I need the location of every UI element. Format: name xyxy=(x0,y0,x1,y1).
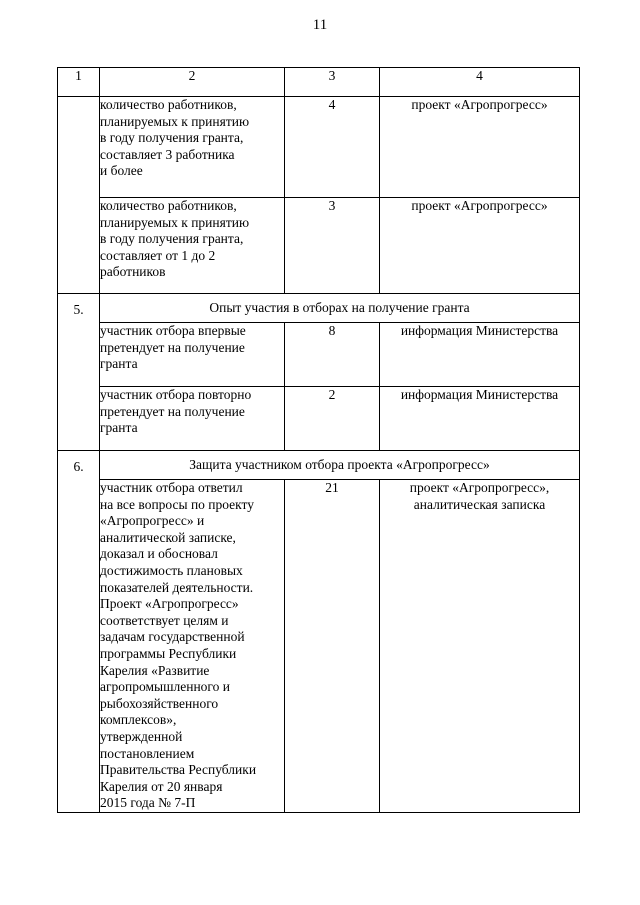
criterion-line: и более xyxy=(100,163,143,179)
criterion-cell xyxy=(100,198,285,294)
source-line: проект «Агропрогресс» xyxy=(411,97,548,112)
source-cell xyxy=(380,323,580,387)
criterion-line: претендует на получение xyxy=(100,339,245,355)
criterion-line: участник отбора повторно xyxy=(100,387,252,402)
table-row xyxy=(58,323,580,387)
criterion-line: в году получения гранта, xyxy=(100,130,244,146)
criterion-line: планируемых к принятию xyxy=(100,214,250,230)
score-cell: 2 xyxy=(285,387,380,451)
header-cell: 3 xyxy=(285,68,380,97)
criterion-line: участник отбора ответил xyxy=(100,480,243,495)
criterion-line: количество работников, xyxy=(100,198,237,213)
criterion-line: программы Республики xyxy=(100,645,237,661)
header-cell: 2 xyxy=(100,68,285,97)
criterion-line: рыбохозяйственного xyxy=(100,695,219,711)
criterion-line: планируемых к принятию xyxy=(100,113,250,129)
number-cell xyxy=(58,97,100,294)
source-line: проект «Агропрогресс», xyxy=(409,480,550,495)
section-header-row xyxy=(58,451,580,480)
score-cell: 3 xyxy=(285,198,380,294)
criterion-line: в году получения гранта, xyxy=(100,231,244,247)
criterion-line: составляет от 1 до 2 xyxy=(100,247,216,263)
criterion-line: составляет 3 работника xyxy=(100,146,235,162)
criterion-line: Правительства Республики xyxy=(100,762,257,778)
criterion-cell xyxy=(100,387,285,451)
criterion-cell xyxy=(100,323,285,387)
criterion-line: задачам государственной xyxy=(100,629,245,645)
criterion-line: Карелия от 20 января xyxy=(100,778,223,794)
table-row xyxy=(58,480,580,813)
criterion-cell xyxy=(100,97,285,198)
criterion-line: агропромышленного и xyxy=(100,679,230,695)
page-number: 11 xyxy=(312,17,328,33)
source-cell xyxy=(380,480,580,813)
score-cell: 21 xyxy=(285,480,380,813)
section-number: 6. xyxy=(58,451,100,813)
source-line: аналитическая записка xyxy=(413,496,546,512)
criterion-line: 2015 года № 7-П xyxy=(100,795,196,811)
criterion-line: достижимость плановых xyxy=(100,562,243,578)
score-cell: 8 xyxy=(285,323,380,387)
criterion-line: претендует на получение xyxy=(100,403,245,419)
criterion-line: соответствует целям и xyxy=(100,612,229,628)
criterion-line: Карелия «Развитие xyxy=(100,662,210,678)
criterion-line: участник отбора впервые xyxy=(100,323,246,338)
source-line: информация Министерства xyxy=(400,387,559,402)
criterion-line: утвержденной xyxy=(100,728,183,744)
criterion-line: «Агропрогресс» и xyxy=(100,513,205,529)
criterion-line: работников xyxy=(100,264,166,280)
criterion-line: на все вопросы по проекту xyxy=(100,496,255,512)
header-cell: 4 xyxy=(380,68,580,97)
source-line: информация Министерства xyxy=(400,323,559,338)
section-title: Защита участником отбора проекта «Агропрогресс» xyxy=(100,451,580,480)
criterion-line: гранта xyxy=(100,420,138,436)
table-row xyxy=(58,97,580,198)
section-title: Опыт участия в отборах на получение гранта xyxy=(100,294,580,323)
header-cell: 1 xyxy=(58,68,100,97)
section-header-row xyxy=(58,294,580,323)
section-number: 5. xyxy=(58,294,100,451)
score-cell: 4 xyxy=(285,97,380,198)
criterion-line: комплексов», xyxy=(100,712,177,728)
source-cell xyxy=(380,97,580,198)
criterion-line: показателей деятельности. xyxy=(100,579,254,595)
source-cell xyxy=(380,198,580,294)
criterion-cell xyxy=(100,480,285,813)
table-row xyxy=(58,387,580,451)
criterion-line: количество работников, xyxy=(100,97,237,112)
criterion-line: аналитической записке, xyxy=(100,529,236,545)
source-line: проект «Агропрогресс» xyxy=(411,198,548,213)
criterion-line: гранта xyxy=(100,356,138,372)
criteria-table xyxy=(57,67,580,813)
criterion-line: доказал и обосновал xyxy=(100,546,218,562)
header-row xyxy=(58,68,580,97)
criterion-line: постановлением xyxy=(100,745,195,761)
criterion-line: Проект «Агропрогресс» xyxy=(100,596,239,612)
source-cell xyxy=(380,387,580,451)
table-row xyxy=(58,198,580,294)
